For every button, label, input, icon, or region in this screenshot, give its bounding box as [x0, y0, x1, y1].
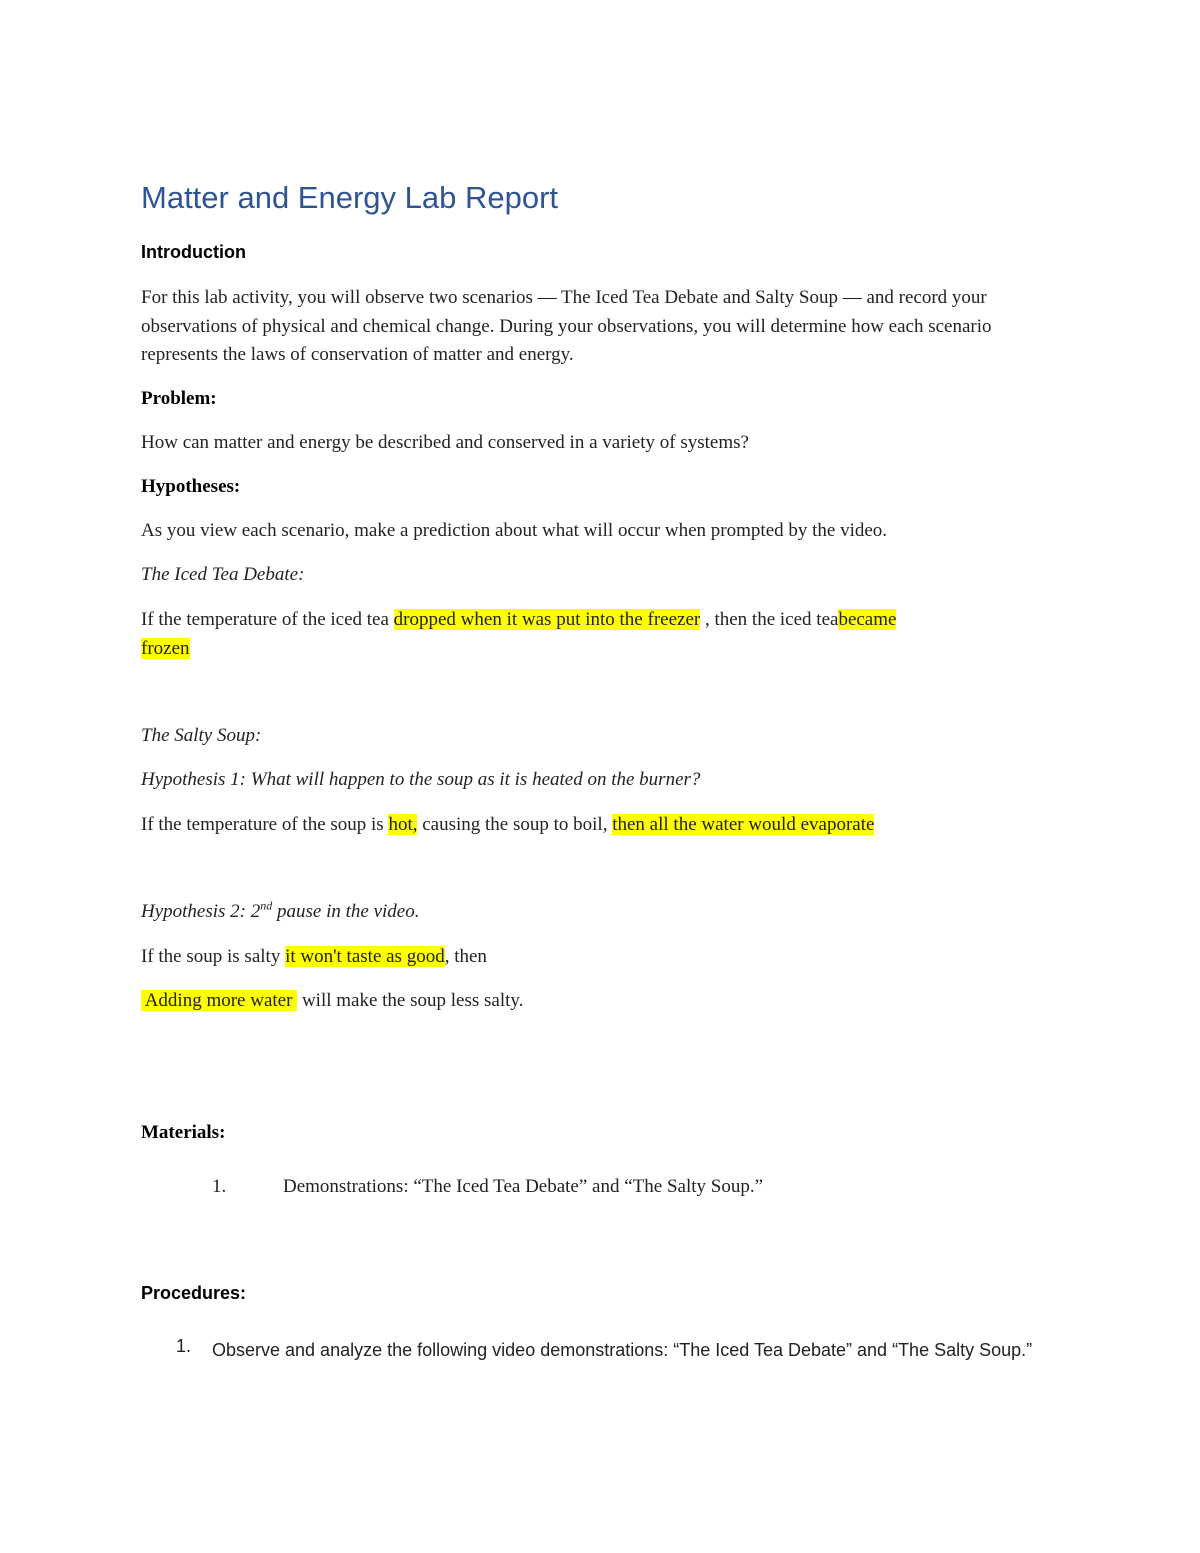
hypothesis-2-text-line2: [141, 990, 523, 1012]
iced-tea-label: The Iced Tea Debate:: [141, 564, 305, 585]
procedures-item-number: 1.: [176, 1336, 192, 1356]
iced-tea-highlight-2b: frozen: [141, 638, 190, 659]
h2-label-post: pause in the video.: [272, 901, 420, 922]
materials-heading: Materials:: [141, 1122, 226, 1143]
h2-text-3: will make the soup less salty.: [297, 990, 524, 1011]
h2-label-pre: Hypothesis 2: 2: [141, 901, 261, 922]
h2-highlight-2: Adding more water: [141, 990, 298, 1011]
procedures-item-text: Observe and analyze the following video demonstrations: “The Iced Tea Debate” and “The Salty Soup.”: [212, 1340, 1033, 1360]
materials-item-number: 1.: [212, 1176, 227, 1197]
h1-text-1: If the temperature of the soup is: [141, 814, 389, 835]
iced-tea-text-1: If the temperature of the iced tea: [141, 609, 394, 630]
introduction-text: For this lab activity, you will observe two scenarios — The Iced Tea Debate and Salty Soup — and record your observations of physical and chemical change. During your observations, you will determine how each scenario represents the laws of conservation of matter and energy.: [141, 287, 992, 365]
h2-text-1: If the soup is salty: [141, 946, 286, 967]
page-title: Matter and Energy Lab Report: [141, 180, 559, 215]
hypothesis-1-text: [141, 814, 874, 836]
hypothesis-2-label: [141, 898, 420, 923]
problem-heading: Problem:: [141, 388, 217, 409]
iced-tea-highlight-1: dropped when it was put into the freezer: [393, 609, 701, 630]
hypothesis-2-text-line1: [141, 946, 487, 968]
h1-highlight-1: hot,: [388, 814, 418, 835]
iced-tea-highlight-2a: became: [838, 609, 897, 630]
introduction-heading: Introduction: [141, 242, 246, 262]
salty-soup-label: The Salty Soup:: [141, 725, 262, 746]
h1-text-2: causing the soup to boil,: [417, 814, 613, 835]
iced-tea-text-2: , then the iced tea: [700, 609, 839, 630]
h2-label-sup: nd: [260, 898, 273, 913]
procedures-heading: Procedures:: [141, 1283, 247, 1303]
problem-text: How can matter and energy be described and conserved in a variety of systems?: [141, 432, 749, 453]
iced-tea-hypothesis-line1: [141, 609, 896, 631]
hypotheses-intro: As you view each scenario, make a prediction about what will occur when prompted by the video.: [141, 520, 888, 541]
hypothesis-1-label: Hypothesis 1: What will happen to the soup as it is heated on the burner?: [141, 769, 701, 790]
h2-text-2: , then: [444, 946, 487, 967]
materials-item-text: Demonstrations: “The Iced Tea Debate” and “The Salty Soup.”: [283, 1176, 764, 1197]
h2-highlight-1: it won't taste as good: [285, 946, 445, 967]
h1-highlight-2: then all the water would evaporate: [612, 814, 875, 835]
iced-tea-hypothesis-line2: [141, 638, 190, 660]
hypotheses-heading: Hypotheses:: [141, 476, 241, 497]
